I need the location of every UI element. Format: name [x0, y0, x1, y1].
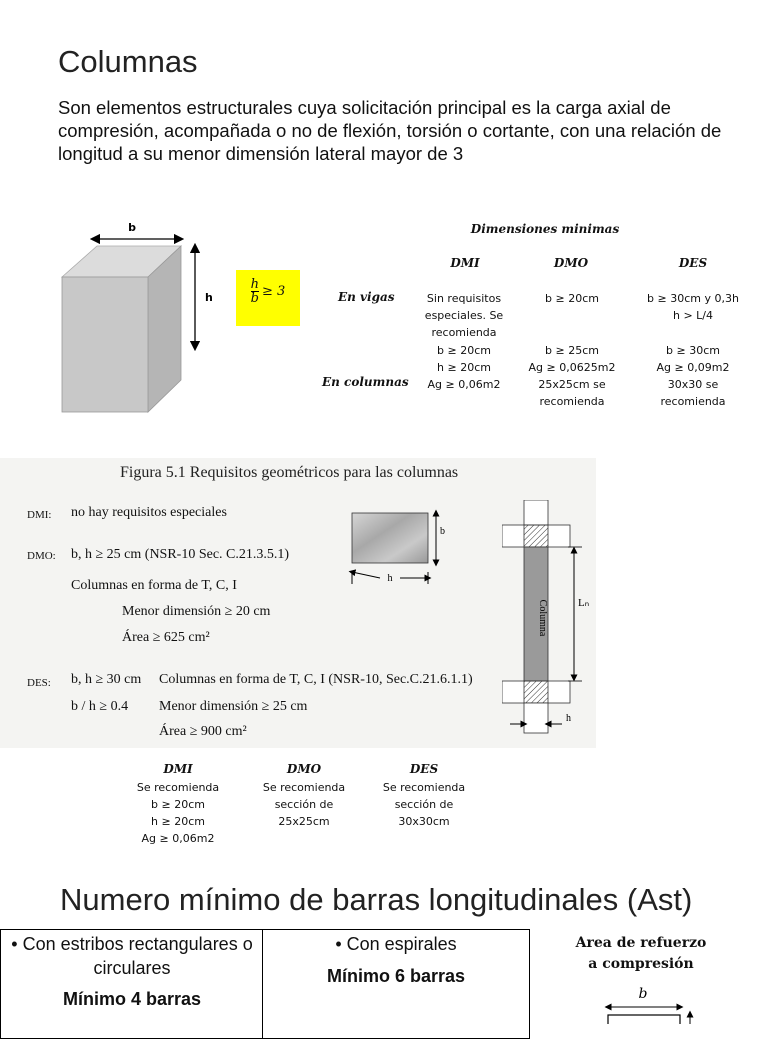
- dmo-line-2: Columnas en forma de T, C, I: [71, 578, 237, 593]
- section-h-label: h: [387, 573, 393, 584]
- intro-paragraph: Son elementos estructurales cuya solicitación principal es la carga axial de compresión, acompañada o no de flexión, torsión o cortante, con una relación de longitud a su menor dimensión lateral mayor de 3: [58, 97, 722, 164]
- dmi-text: no hay requisitos especiales: [71, 505, 227, 520]
- rec-dmo-cell: Se recomienda sección de 25x25cm: [262, 781, 346, 828]
- des-line-1b: Columnas en forma de T, C, I (NSR-10, Sec.C.21.6.1.1): [159, 672, 473, 687]
- cube-b-label: b: [128, 222, 136, 234]
- rec-header-dmo: DMO: [286, 762, 322, 776]
- section-rectangle: [352, 513, 428, 563]
- bars-col1-min: Mínimo 4 barras: [62, 989, 202, 1009]
- bars-col2-text: • Con espirales: [335, 934, 457, 954]
- dmi-label: DMI:: [27, 509, 52, 521]
- vigas-dmi-cell: Sin requisitos especiales. Se recomienda: [424, 292, 504, 339]
- row-label-vigas: En vigas: [338, 290, 395, 304]
- slenderness-ratio: [236, 278, 300, 305]
- des-line-2a: b / h ≥ 0.4: [71, 699, 129, 714]
- des-line-3: Área ≥ 900 cm²: [159, 724, 247, 739]
- section-h-arrow-left: [352, 572, 380, 578]
- dimensions-title: Dimensiones minimas: [470, 222, 620, 236]
- columnas-dmo-cell: b ≥ 25cm Ag ≥ 0,0625m2 25x25cm se recomienda: [528, 344, 616, 408]
- ratio-relation: ≥ 3: [262, 284, 286, 299]
- columnas-dmi-cell: b ≥ 20cm h ≥ 20cm Ag ≥ 0,06m2: [427, 344, 501, 391]
- area-title: [548, 933, 734, 975]
- bars-heading: Numero mínimo de barras longitudinales (Ast): [60, 882, 693, 917]
- rec-dmi-cell: Se recomienda b ≥ 20cm h ≥ 20cm Ag ≥ 0,06m2: [136, 781, 220, 845]
- section-b-label: b: [440, 526, 445, 537]
- area-title-line-1: Area de refuerzo: [575, 935, 707, 951]
- cube-front-face: [62, 277, 148, 412]
- dmo-line-4: Área ≥ 625 cm²: [122, 630, 210, 645]
- bars-table-divider: [262, 929, 263, 1039]
- rec-des-cell: Se recomienda sección de 30x30cm: [382, 781, 466, 828]
- header-dmi: DMI: [450, 256, 480, 270]
- rec-header-dmi: DMI: [163, 762, 193, 776]
- bars-col1-text: • Con estribos rectangulares o circulares: [11, 934, 253, 978]
- vigas-dmo-cell: b ≥ 20cm: [545, 292, 599, 305]
- area-section-sketch: [600, 982, 696, 1024]
- bottom-joint: [524, 681, 548, 703]
- column-elevation-sketch: [502, 500, 594, 745]
- des-line-2b: Menor dimensión ≥ 25 cm: [159, 699, 308, 714]
- ratio-numerator: h: [250, 277, 260, 292]
- area-b-label: b: [638, 986, 648, 1002]
- area-title-line-2: a compresión: [588, 956, 694, 972]
- ln-label: Lₙ: [578, 597, 590, 609]
- area-section-rect: [608, 1015, 680, 1024]
- figure-title: Figura 5.1 Requisitos geométricos para las columnas: [120, 464, 459, 481]
- row-label-columnas: En columnas: [322, 375, 409, 389]
- column-label: Columna: [537, 599, 548, 637]
- page-title: Columnas: [58, 44, 198, 79]
- dmo-label: DMO:: [27, 550, 56, 562]
- des-label: DES:: [27, 677, 51, 689]
- bars-col2-min: Mínimo 6 barras: [326, 966, 466, 986]
- top-joint: [524, 525, 548, 547]
- dmo-line-1: b, h ≥ 25 cm (NSR-10 Sec. C.21.3.5.1): [71, 547, 290, 562]
- dmo-line-3: Menor dimensión ≥ 20 cm: [122, 604, 271, 619]
- cube-h-label: h: [205, 291, 213, 304]
- vigas-des-cell: b ≥ 30cm y 0,3h h > L/4: [647, 292, 739, 322]
- des-line-1a: b, h ≥ 30 cm: [71, 672, 142, 687]
- elevation-h-label: h: [566, 713, 571, 724]
- header-des: DES: [678, 256, 708, 270]
- columnas-des-cell: b ≥ 30cm Ag ≥ 0,09m2 30x30 se recomienda: [656, 344, 730, 408]
- rec-header-des: DES: [409, 762, 439, 776]
- column-section-sketch: [346, 508, 450, 590]
- ratio-denominator: b: [250, 291, 259, 306]
- header-dmo: DMO: [553, 256, 589, 270]
